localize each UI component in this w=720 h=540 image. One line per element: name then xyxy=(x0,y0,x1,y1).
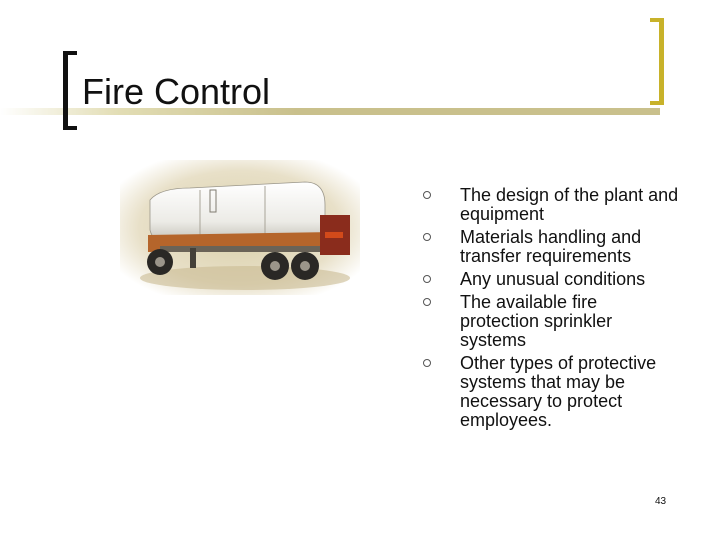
list-item xyxy=(420,228,680,266)
bullet-list xyxy=(420,186,680,434)
bullet-text: Materials handling and transfer requirements xyxy=(460,227,642,266)
bullet-text: The design of the plant and equipment xyxy=(460,185,679,224)
list-item xyxy=(420,293,680,350)
tanker-trailer-photo xyxy=(120,160,360,295)
list-item xyxy=(420,270,680,289)
hollow-circle-icon xyxy=(423,191,431,199)
bullet-text: The available fire protection sprinkler systems xyxy=(460,292,613,350)
bullet-text: Other types of protective systems that may be necessary to protect employees. xyxy=(460,353,657,430)
page-number: 43 xyxy=(655,496,667,507)
list-item xyxy=(420,354,680,430)
hollow-circle-icon xyxy=(423,233,431,241)
hollow-circle-icon xyxy=(423,298,431,306)
hollow-circle-icon xyxy=(423,359,431,367)
slide-title: Fire Control xyxy=(82,71,271,112)
right-bracket-decoration xyxy=(650,18,664,105)
list-item xyxy=(420,186,680,224)
hollow-circle-icon xyxy=(423,275,431,283)
left-bracket-decoration xyxy=(63,51,77,130)
bullet-text: Any unusual conditions xyxy=(460,269,646,289)
